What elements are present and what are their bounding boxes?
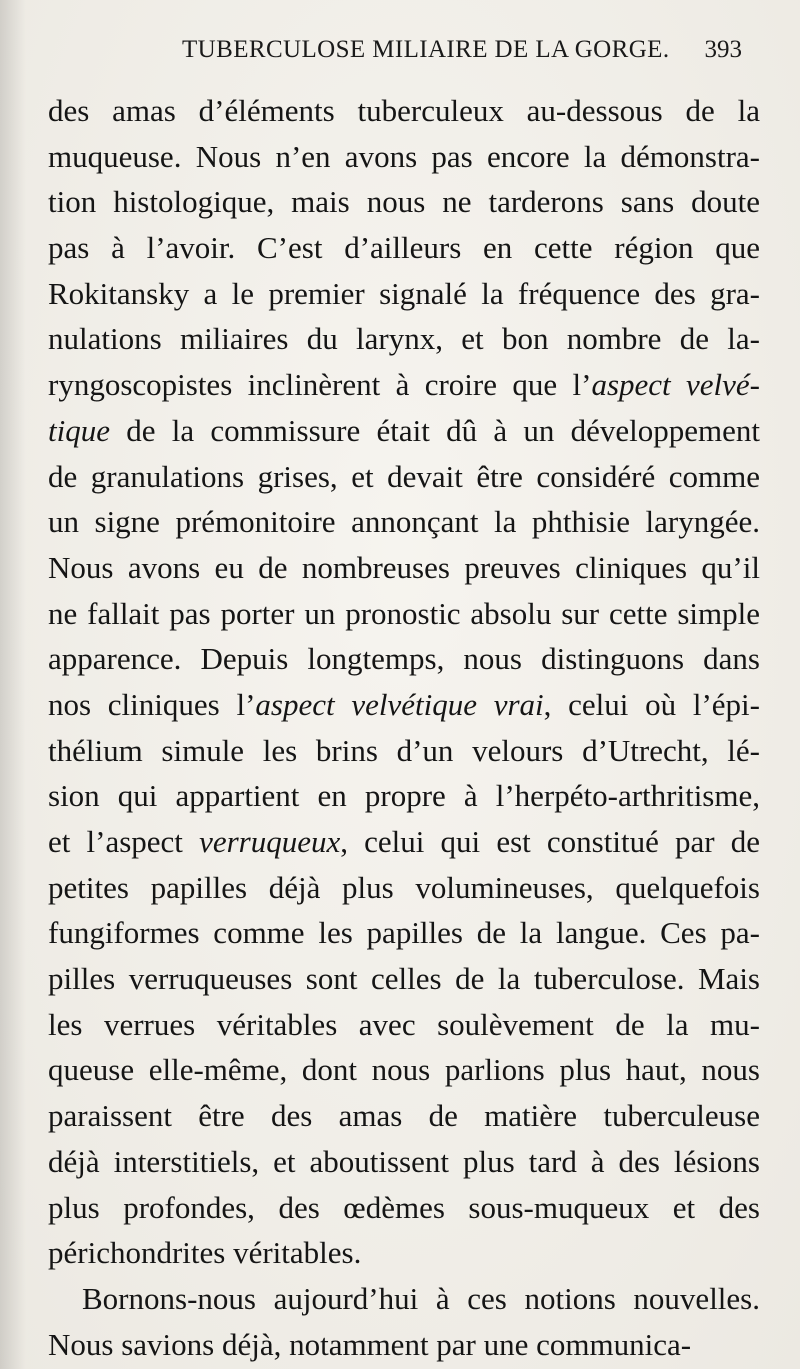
text-line bbox=[48, 1093, 760, 1139]
text-line bbox=[48, 545, 760, 591]
text-run: ne fallait pas porter un pronostic absolu sur cette simple bbox=[48, 595, 760, 631]
running-header bbox=[182, 36, 742, 72]
body-text bbox=[48, 88, 760, 1367]
text-line bbox=[48, 1139, 760, 1185]
text-line bbox=[48, 1185, 760, 1231]
text-run: nos cliniques l’ bbox=[48, 686, 256, 722]
text-line bbox=[48, 910, 760, 956]
text-run: Nous savions déjà, notamment par une communica- bbox=[48, 1326, 692, 1362]
text-run: tion histologique, mais nous ne tarderons sans doute bbox=[48, 184, 760, 220]
text-run: et l’aspect bbox=[48, 824, 200, 859]
text-run: un signe prémonitoire annonçant la phthisie laryngée. bbox=[48, 504, 760, 540]
page-gutter-shadow bbox=[0, 0, 26, 1369]
text-line bbox=[48, 819, 760, 865]
text-run: nulations miliaires du larynx, et bon nombre de la- bbox=[48, 321, 760, 357]
text-line bbox=[48, 454, 760, 500]
text-run: Bornons-nous aujourd’hui à ces notions nouvelles. bbox=[82, 1280, 760, 1316]
text-line bbox=[48, 88, 760, 134]
text-line bbox=[48, 773, 760, 819]
text-run: Rokitansky a le premier signalé la fréquence des gra- bbox=[48, 275, 760, 311]
text-run: des amas d’éléments tuberculeux au-dessous de la bbox=[48, 93, 760, 128]
text-run: plus profondes, des œdèmes sous-muqueux et des bbox=[48, 1189, 760, 1225]
text-run: fungiformes comme les papilles de la langue. Ces pa- bbox=[48, 915, 760, 951]
text-line bbox=[48, 865, 760, 911]
running-title: TUBERCULOSE MILIAIRE DE LA GORGE. bbox=[182, 36, 670, 63]
text-line bbox=[48, 1047, 760, 1093]
text-run: ryngoscopistes inclinèrent à croire que l’ bbox=[48, 367, 592, 403]
text-line bbox=[48, 179, 760, 225]
text-line bbox=[48, 591, 760, 637]
page-number: 393 bbox=[704, 36, 742, 63]
italic-phrase: verruqueux bbox=[199, 824, 341, 859]
text-line bbox=[48, 408, 760, 454]
text-run: de granulations grises, et devait être considéré comme bbox=[48, 458, 760, 494]
paragraph bbox=[48, 88, 760, 1276]
text-line bbox=[48, 636, 760, 682]
italic-phrase: aspect velvétique vrai bbox=[255, 686, 544, 722]
text-line bbox=[48, 956, 760, 1002]
text-run: de la commissure était dû à un développement bbox=[110, 412, 760, 448]
text-run: , celui qui est constitué par de bbox=[340, 824, 760, 859]
text-run: petites papilles déjà plus volumineuses, quelquefois bbox=[48, 869, 760, 905]
text-run: queuse elle-même, dont nous parlions plus haut, nous bbox=[48, 1052, 760, 1088]
text-run: pilles verruqueuses sont celles de la tuberculose. Mais bbox=[48, 961, 760, 997]
text-run: thélium simule les brins d’un velours d’Utrecht, lé- bbox=[48, 732, 760, 768]
text-line bbox=[48, 271, 760, 317]
text-line bbox=[48, 728, 760, 774]
text-line bbox=[48, 1002, 760, 1048]
text-line bbox=[48, 499, 760, 545]
text-run: , celui où l’épi- bbox=[543, 686, 760, 722]
text-run: pas à l’avoir. C’est d’ailleurs en cette région que bbox=[48, 230, 760, 266]
paragraph bbox=[48, 1276, 760, 1367]
text-run: muqueuse. Nous n’en avons pas encore la démonstra- bbox=[48, 138, 760, 174]
text-run: sion qui appartient en propre à l’herpéto-arthritisme, bbox=[48, 778, 760, 814]
text-run: apparence. Depuis longtemps, nous distinguons dans bbox=[48, 641, 760, 677]
italic-phrase: aspect velvé- bbox=[591, 367, 761, 403]
italic-phrase: tique bbox=[48, 412, 110, 448]
text-run: Nous avons eu de nombreuses preuves cliniques qu’il bbox=[48, 549, 760, 585]
text-line bbox=[48, 362, 760, 408]
text-line bbox=[48, 682, 760, 728]
text-run: périchondrites véritables. bbox=[48, 1235, 362, 1271]
text-line bbox=[48, 1276, 760, 1322]
text-run: déjà interstitiels, et aboutissent plus tard à des lésions bbox=[48, 1143, 760, 1179]
text-run: paraissent être des amas de matière tuberculeuse bbox=[48, 1098, 760, 1134]
text-line bbox=[48, 316, 760, 362]
text-line bbox=[48, 1230, 760, 1276]
text-line bbox=[48, 225, 760, 271]
text-line bbox=[48, 134, 760, 180]
text-run: les verrues véritables avec soulèvement de la mu- bbox=[48, 1006, 760, 1042]
text-line bbox=[48, 1322, 760, 1368]
